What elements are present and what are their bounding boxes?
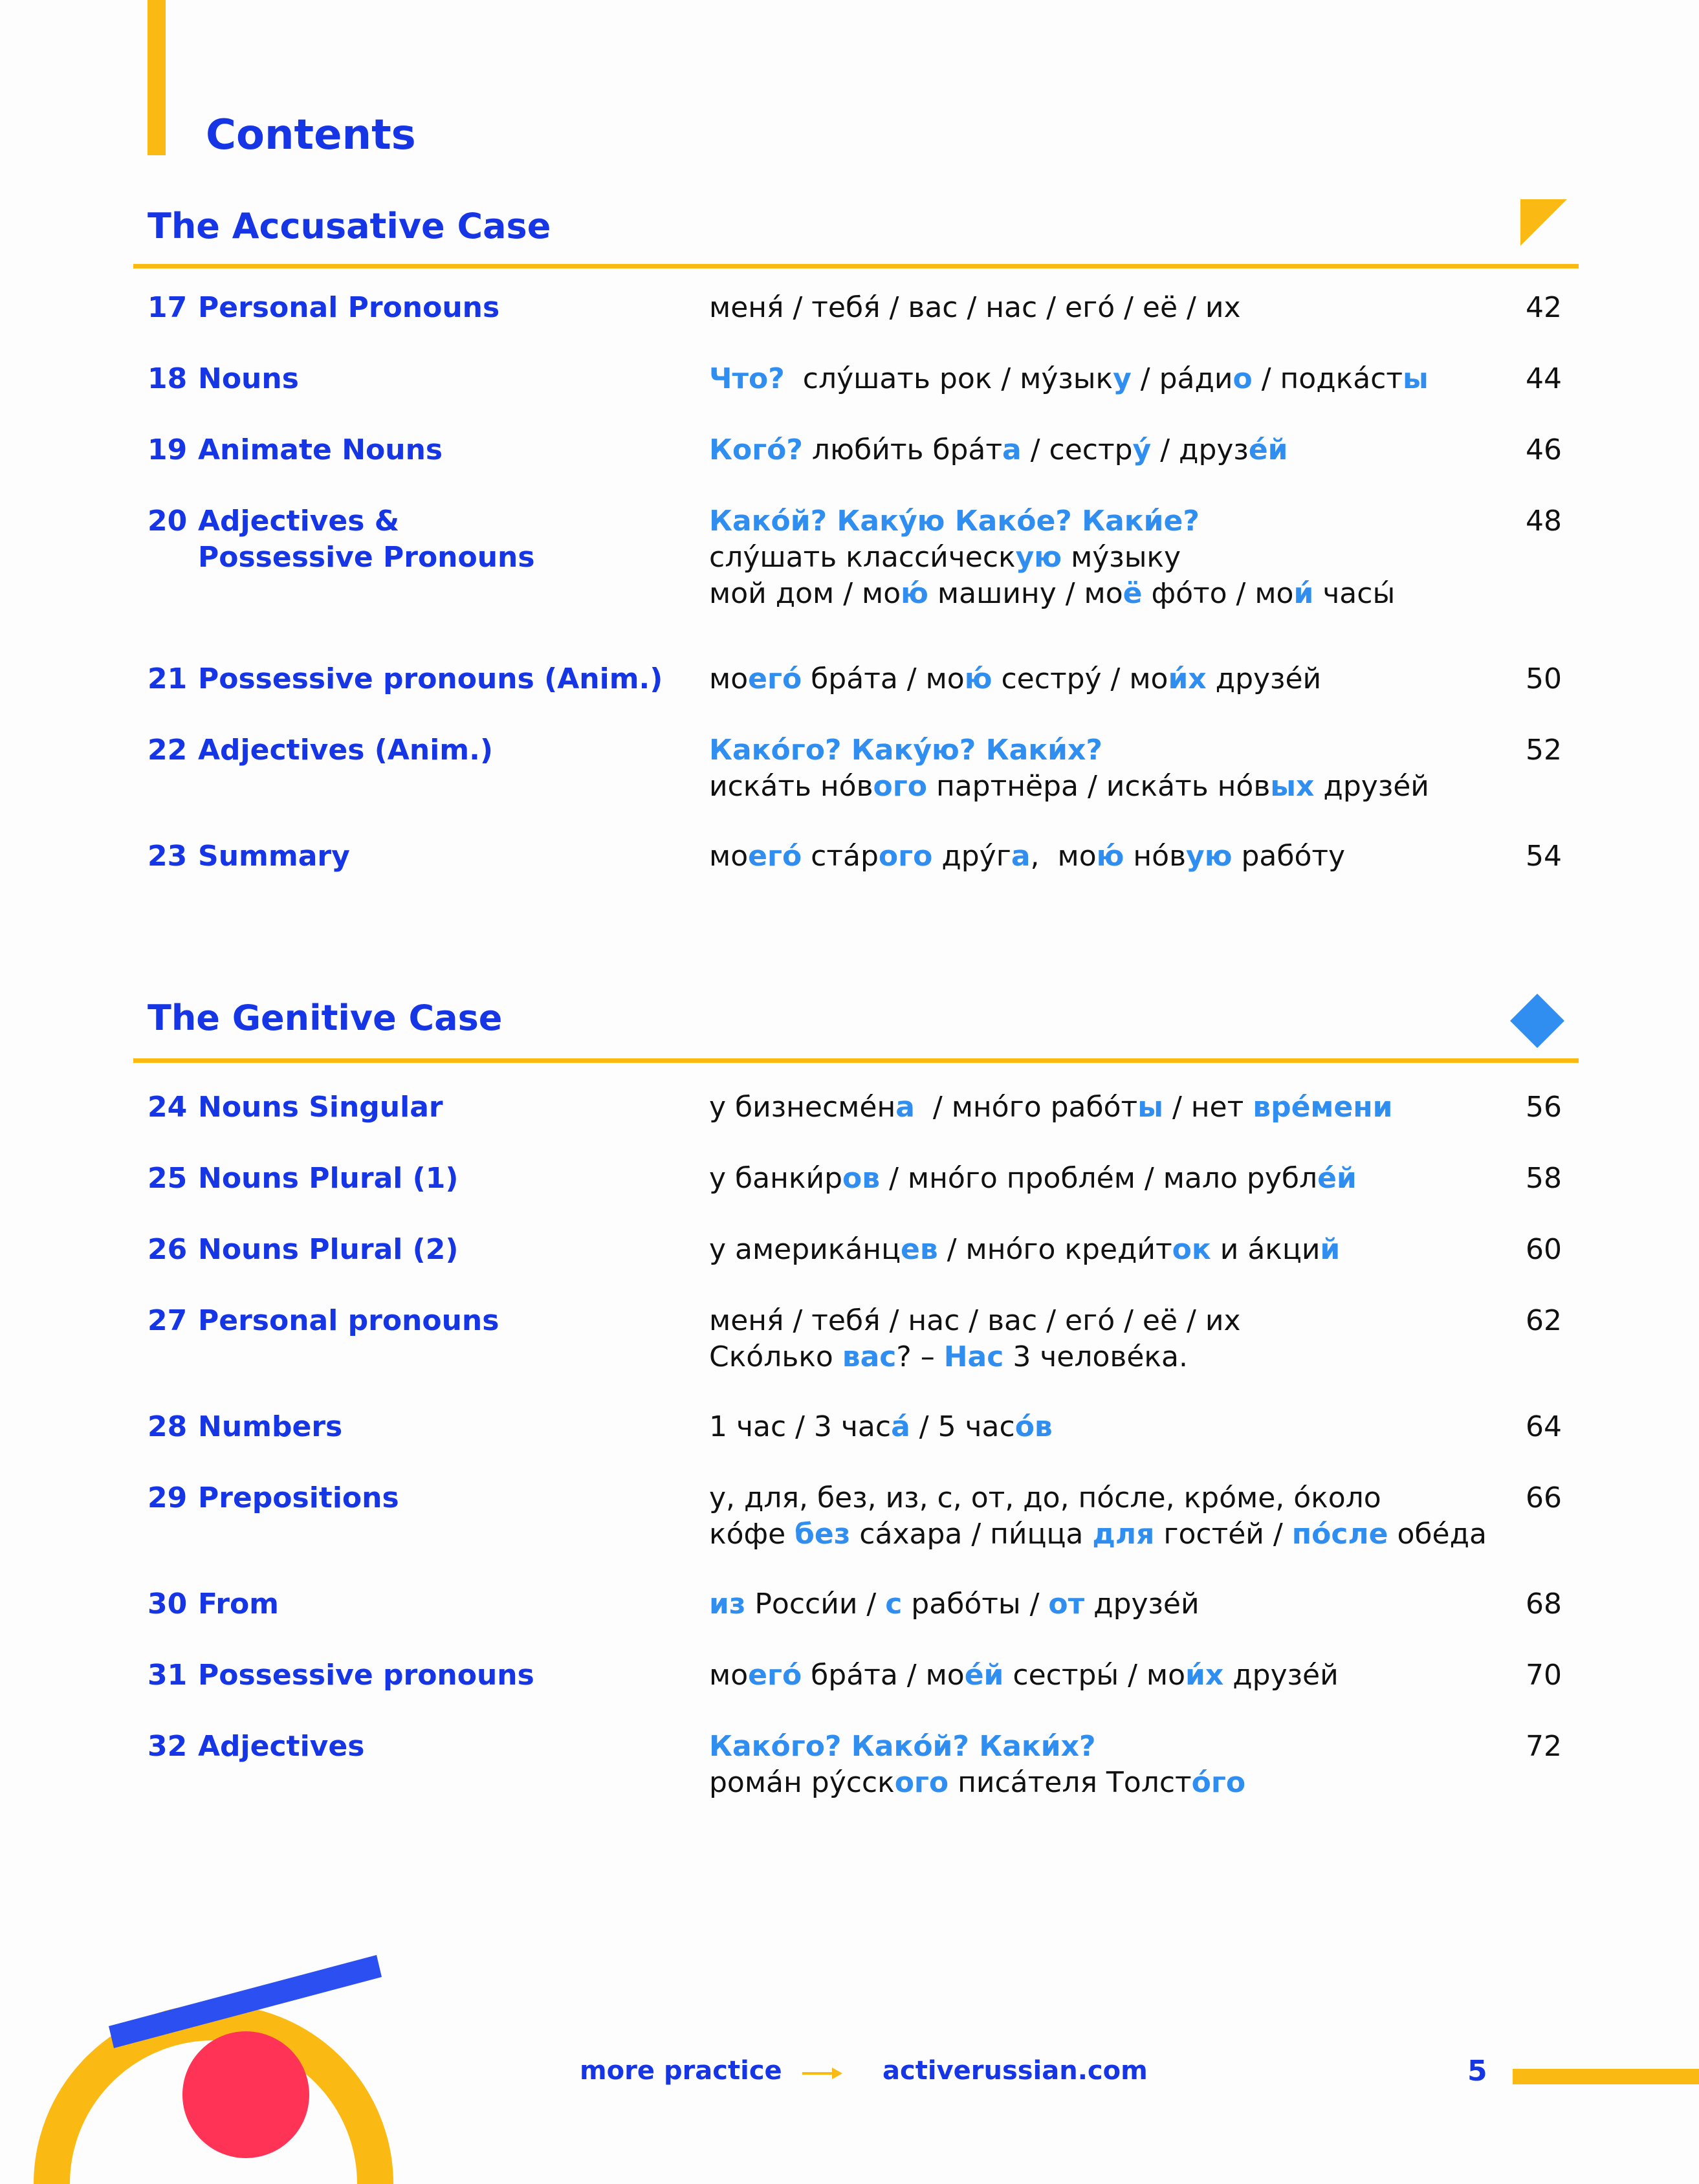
example-text: бра́та / мо	[802, 662, 965, 695]
highlighted-ending: о́го	[1191, 1766, 1246, 1799]
highlighted-ending: ок	[1172, 1233, 1211, 1266]
entry-title-line: Possessive pronouns (Anim.)	[198, 662, 663, 695]
entry-examples	[709, 1480, 1487, 1553]
entry-examples	[709, 503, 1395, 612]
example-line	[709, 1586, 1200, 1622]
entry-number: 24	[148, 1091, 188, 1124]
example-line	[709, 732, 1429, 769]
example-text: Росси́и /	[745, 1588, 886, 1621]
entry-examples	[709, 1657, 1339, 1694]
highlighted-ending: ов	[842, 1162, 881, 1195]
highlighted-ending: Нас	[943, 1340, 1004, 1373]
example-line	[709, 1480, 1487, 1516]
example-text: / нет	[1163, 1091, 1253, 1124]
entry-examples	[709, 1303, 1240, 1375]
highlighted-ending: от	[1048, 1588, 1085, 1621]
example-text: са́хара / пи́цца	[850, 1518, 1093, 1551]
example-text: рабо́ты /	[902, 1588, 1049, 1621]
highlighted-ending: о́в	[1014, 1410, 1053, 1443]
entry-examples	[709, 1729, 1245, 1801]
entry-number: 17	[148, 291, 188, 324]
example-line	[709, 1516, 1487, 1553]
entry-examples	[709, 1409, 1053, 1445]
entry-page-number: 44	[1526, 362, 1562, 395]
highlighted-ending: а	[1011, 840, 1031, 873]
example-line	[709, 540, 1395, 576]
example-text: мой дом / мо	[709, 577, 901, 610]
entry-page-number: 66	[1526, 1481, 1562, 1514]
example-text: ста́р	[802, 840, 879, 873]
entry-examples	[709, 290, 1240, 326]
example-text: госте́й /	[1154, 1518, 1292, 1551]
example-text: рома́н ру́сск	[709, 1766, 895, 1799]
highlighted-ending: й	[1320, 1233, 1341, 1266]
example-text: партнёра / иска́ть но́в	[926, 770, 1271, 803]
more-practice-label: more practice	[580, 2056, 782, 2086]
entry-title-line: Nouns	[198, 362, 299, 395]
highlighted-ending: а	[1002, 433, 1022, 466]
example-text: у бизнесме́н	[709, 1091, 896, 1124]
entry-number: 29	[148, 1481, 188, 1514]
entry-page-number: 64	[1526, 1410, 1562, 1443]
example-text: Ско́лько	[709, 1340, 842, 1373]
highlighted-ending: вас	[842, 1340, 897, 1373]
example-line	[709, 1232, 1340, 1268]
highlighted-ending: Како́го? Како́й? Каки́х?	[709, 1730, 1096, 1763]
highlighted-ending: его́	[748, 662, 802, 695]
entry-title-line: Nouns Plural (2)	[198, 1233, 459, 1266]
highlighted-ending: ых	[1270, 770, 1315, 803]
entry-examples	[709, 1089, 1392, 1126]
entry-title	[198, 1089, 443, 1126]
example-text: друзе́й	[1314, 770, 1429, 803]
example-text: друзе́й	[1223, 1659, 1339, 1692]
highlighted-ending: ё	[1123, 577, 1143, 610]
highlighted-ending: его́	[748, 1659, 802, 1692]
example-line	[709, 432, 1288, 468]
entry-number: 23	[148, 840, 188, 873]
example-line	[709, 1303, 1240, 1339]
entry-title	[198, 1657, 534, 1694]
entry-title	[198, 361, 299, 397]
section-divider	[133, 264, 1579, 268]
example-text: , мо	[1030, 840, 1097, 873]
highlighted-ending: ого	[894, 1766, 949, 1799]
highlighted-ending: Кого́?	[709, 433, 803, 466]
example-text: сестру́ / мо	[992, 662, 1168, 695]
example-text: дру́г	[932, 840, 1011, 873]
example-line	[709, 576, 1395, 612]
entry-number: 31	[148, 1659, 188, 1692]
entry-examples	[709, 661, 1321, 697]
highlighted-ending: у	[1113, 362, 1132, 395]
example-line	[709, 1161, 1357, 1197]
example-text: ко́фе	[709, 1518, 795, 1551]
entry-number: 27	[148, 1304, 188, 1337]
highlighted-ending: Како́й? Каку́ю Како́е? Каки́е?	[709, 505, 1200, 538]
entry-page-number: 72	[1526, 1730, 1562, 1763]
entry-number: 25	[148, 1162, 188, 1195]
footer-accent-bar	[1513, 2069, 1699, 2084]
example-line	[709, 290, 1240, 326]
example-text: меня́ / тебя́ / вас / нас / его́ / её / их	[709, 291, 1241, 324]
example-text: / друз	[1151, 433, 1249, 466]
entry-examples	[709, 1586, 1200, 1622]
entry-number: 32	[148, 1730, 188, 1763]
example-text: 3 челове́ка.	[1003, 1340, 1188, 1373]
highlighted-ending: ую	[1015, 541, 1062, 574]
example-text: / мно́го рабо́т	[914, 1091, 1138, 1124]
entry-title	[198, 1586, 279, 1622]
entry-page-number: 50	[1526, 662, 1562, 695]
entry-title	[198, 432, 443, 468]
highlighted-ending: с	[885, 1588, 903, 1621]
example-text: 1 час / 3 час	[709, 1410, 892, 1443]
example-line	[709, 361, 1429, 397]
example-text: / ра́ди	[1131, 362, 1233, 395]
entry-number: 26	[148, 1233, 188, 1266]
entry-title	[198, 661, 663, 697]
entry-page-number: 68	[1526, 1588, 1562, 1621]
entry-title	[198, 503, 535, 576]
page-title: Contents	[206, 111, 416, 159]
entry-page-number: 42	[1526, 291, 1562, 324]
example-text: / мно́го пробле́м / мало рубл	[880, 1162, 1318, 1195]
entry-examples	[709, 432, 1288, 468]
entry-page-number: 56	[1526, 1091, 1562, 1124]
entry-title	[198, 290, 499, 326]
entry-number: 30	[148, 1588, 188, 1621]
entry-number: 28	[148, 1410, 188, 1443]
example-line	[709, 503, 1395, 540]
entry-title	[198, 1480, 399, 1516]
entry-title-line: Adjectives (Anim.)	[198, 734, 493, 767]
highlighted-ending: а	[895, 1091, 915, 1124]
highlighted-ending: ого	[878, 840, 933, 873]
entry-page-number: 54	[1526, 840, 1562, 873]
site-link[interactable]: activerussian.com	[882, 2056, 1148, 2086]
example-text: фо́то / мо	[1142, 577, 1294, 610]
entry-examples	[709, 732, 1429, 805]
diamond-icon	[1510, 994, 1564, 1048]
highlighted-ending: ю́	[1096, 840, 1124, 873]
entry-title	[198, 1409, 342, 1445]
entry-page-number: 70	[1526, 1659, 1562, 1692]
highlighted-ending: е́й	[1248, 433, 1288, 466]
entry-page-number: 46	[1526, 433, 1562, 466]
entry-examples	[709, 1161, 1357, 1197]
entry-number: 19	[148, 433, 188, 466]
entry-title-line: Possessive pronouns	[198, 1659, 534, 1692]
example-text: / мно́го креди́т	[937, 1233, 1172, 1266]
entry-page-number: 58	[1526, 1162, 1562, 1195]
example-text: бра́та / мо	[802, 1659, 965, 1692]
highlighted-ending: ев	[901, 1233, 938, 1266]
example-text: рабо́ту	[1232, 840, 1346, 873]
entry-title-line: From	[198, 1588, 280, 1621]
entry-number: 21	[148, 662, 188, 695]
entry-title-line: Animate Nouns	[198, 433, 443, 466]
entry-title	[198, 732, 493, 769]
arrow-icon	[802, 2064, 844, 2083]
highlighted-ending: ю́	[964, 662, 992, 695]
highlighted-ending: вре́мени	[1253, 1091, 1393, 1124]
example-line	[709, 1089, 1392, 1126]
example-text: сестры́ / мо	[1003, 1659, 1186, 1692]
entry-title	[198, 838, 350, 875]
highlighted-ending: ы	[1137, 1091, 1163, 1124]
entry-title	[198, 1232, 459, 1268]
example-text: у, для, без, из, с, от, до, по́сле, кро́ме, о́коло	[709, 1481, 1381, 1514]
example-text: слу́шать класси́ческ	[709, 541, 1016, 574]
entry-examples	[709, 838, 1345, 875]
highlighted-ending: из	[709, 1588, 746, 1621]
example-line	[709, 1729, 1245, 1765]
example-text: мо	[709, 662, 749, 695]
entry-title	[198, 1161, 459, 1197]
entry-page-number: 48	[1526, 505, 1562, 538]
highlighted-ending: у́	[1132, 433, 1152, 466]
entry-examples	[709, 1232, 1340, 1268]
example-text: и а́кци	[1211, 1233, 1321, 1266]
example-text: но́в	[1124, 840, 1187, 873]
example-text: / подка́ст	[1252, 362, 1403, 395]
highlighted-ending: е́й	[964, 1659, 1004, 1692]
entry-title-line: Nouns Plural (1)	[198, 1162, 459, 1195]
highlighted-ending: без	[795, 1518, 851, 1551]
decorative-shapes	[32, 1941, 395, 2184]
highlighted-ending: ы	[1403, 362, 1429, 395]
entry-title-line: Personal pronouns	[198, 1304, 499, 1337]
example-text: писа́теля Толст	[948, 1766, 1192, 1799]
example-text: ? –	[896, 1340, 944, 1373]
highlighted-ending: ую	[1186, 840, 1233, 873]
highlighted-ending: и́х	[1185, 1659, 1224, 1692]
entry-page-number: 60	[1526, 1233, 1562, 1266]
example-text: люби́ть бра́т	[802, 433, 1003, 466]
highlighted-ending: ого	[873, 770, 927, 803]
example-line	[709, 769, 1429, 805]
example-text: мо	[709, 840, 749, 873]
highlighted-ending: и́	[1293, 577, 1314, 610]
highlighted-ending: Како́го? Каку́ю? Каки́х?	[709, 734, 1102, 767]
example-text: часы́	[1313, 577, 1396, 610]
highlighted-ending: а́	[891, 1410, 910, 1443]
example-text: / сестр	[1021, 433, 1133, 466]
example-line	[709, 1657, 1339, 1694]
highlighted-ending: и́х	[1168, 662, 1207, 695]
page-number: 5	[1467, 2055, 1487, 2088]
triangle-icon	[1520, 199, 1567, 246]
entry-title-line: Nouns Singular	[198, 1091, 443, 1124]
example-text: слу́шать рок / му́зык	[784, 362, 1113, 395]
entry-title-line: Adjectives	[198, 1730, 365, 1763]
example-text: обе́да	[1388, 1518, 1487, 1551]
entry-title-line: Summary	[198, 840, 350, 873]
entry-title-line: Prepositions	[198, 1481, 399, 1514]
example-line	[709, 1339, 1240, 1375]
section-divider	[133, 1058, 1579, 1063]
example-text: иска́ть но́в	[709, 770, 873, 803]
example-text: у америка́нц	[709, 1233, 901, 1266]
entry-examples	[709, 361, 1429, 397]
example-text: машину / мо	[928, 577, 1123, 610]
example-line	[709, 838, 1345, 875]
example-text: му́зыку	[1062, 541, 1181, 574]
entry-title-line: Adjectives &	[198, 505, 400, 538]
example-line	[709, 661, 1321, 697]
section-title-accusative: The Accusative Case	[148, 206, 551, 246]
highlighted-ending: ю́	[901, 577, 928, 610]
example-text: меня́ / тебя́ / нас / вас / его́ / её / их	[709, 1304, 1241, 1337]
entry-title	[198, 1303, 499, 1339]
entry-number: 18	[148, 362, 188, 395]
entry-number: 22	[148, 734, 188, 767]
highlighted-ending: по́сле	[1291, 1518, 1388, 1551]
example-text: мо	[709, 1659, 749, 1692]
entry-title-line: Possessive Pronouns	[198, 541, 535, 574]
highlighted-ending: о	[1233, 362, 1253, 395]
entry-title-line: Personal Pronouns	[198, 291, 500, 324]
highlighted-ending: для	[1092, 1518, 1155, 1551]
top-accent-bar	[148, 0, 166, 155]
example-text: друзе́й	[1206, 662, 1322, 695]
highlighted-ending: его́	[748, 840, 802, 873]
highlighted-ending: е́й	[1317, 1162, 1357, 1195]
example-line	[709, 1409, 1053, 1445]
example-text: друзе́й	[1084, 1588, 1200, 1621]
example-text: у банки́р	[709, 1162, 842, 1195]
highlighted-ending: Что?	[709, 362, 785, 395]
example-line	[709, 1765, 1245, 1801]
section-title-genitive: The Genitive Case	[148, 998, 503, 1038]
entry-page-number: 52	[1526, 734, 1562, 767]
entry-page-number: 62	[1526, 1304, 1562, 1337]
entry-title	[198, 1729, 364, 1765]
entry-number: 20	[148, 505, 188, 538]
entry-title-line: Numbers	[198, 1410, 343, 1443]
example-text: / 5 час	[910, 1410, 1015, 1443]
